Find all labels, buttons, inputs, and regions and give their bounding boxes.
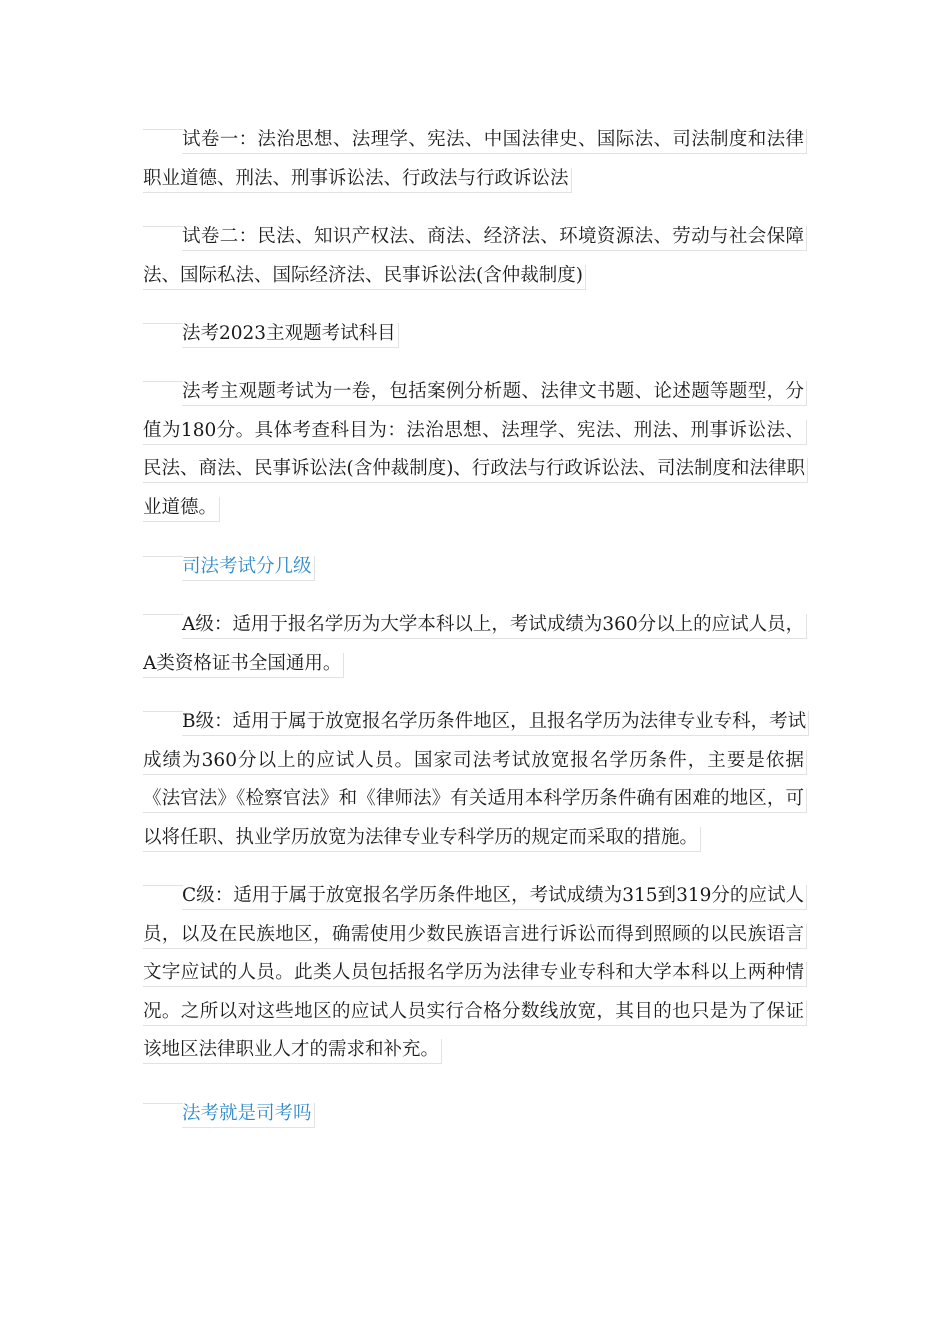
heading-exam-levels[interactable] (143, 548, 315, 587)
paragraph-text: B级：适用于属于放宽报名学历条件地区，且报名学历为法律专业专科，考试成绩为360分以上的应试人员。国家司法考试放宽报名学历条件，主要是依据《法官法》《检察官法》和《律师法》有关适用本科学历条件确有困难的地区，可以将任职、执业学历放宽为法律专业专科学历的规定而采取的措施。 (143, 711, 809, 852)
paragraph-text: 法考2023主观题考试科目 (182, 323, 399, 348)
paragraph-text: 试卷一：法治思想、法理学、宪法、中国法律史、国际法、司法制度和法律职业道德、刑法、刑事诉讼法、行政法与行政诉讼法 (143, 129, 807, 193)
heading-law-exam-vs-judicial-exam[interactable] (143, 1095, 315, 1134)
heading-link-text[interactable]: 法考就是司考吗 (182, 1103, 315, 1128)
paragraph-paper-two (143, 218, 807, 295)
paragraph-subjective-exam (143, 373, 807, 527)
paragraph-subjective-subjects-title (143, 315, 399, 354)
paragraph-text: 试卷二：民法、知识产权法、商法、经济法、环境资源法、劳动与社会保障法、国际私法、国际经济法、民事诉讼法(含仲裁制度) (143, 226, 807, 290)
paragraph-level-a (143, 606, 807, 683)
paragraph-text: C级：适用于属于放宽报名学历条件地区，考试成绩为315到319分的应试人员，以及在民族地区，确需使用少数民族语言进行诉讼而得到照顾的以民族语言文字应试的人员。此类人员包括报名学历为法律专业专科和大学本科以上两种情况。之所以对这些地区的应试人员实行合格分数线放宽，其目的也只是为了保证该地区法律职业人才的需求和补充。 (143, 885, 807, 1064)
heading-link-text[interactable]: 司法考试分几级 (182, 556, 315, 581)
paragraph-paper-one (143, 121, 807, 198)
paragraph-text: 法考主观题考试为一卷，包括案例分析题、法律文书题、论述题等题型，分值为180分。具体考查科目为：法治思想、法理学、宪法、刑法、刑事诉讼法、民法、商法、民事诉讼法(含仲裁制度)、行政法与行政诉讼法、司法制度和法律职业道德。 (143, 381, 808, 522)
paragraph-text: A级：适用于报名学历为大学本科以上，考试成绩为360分以上的应试人员，A类资格证书全国通用。 (143, 614, 807, 678)
paragraph-level-c (143, 877, 807, 1070)
paragraph-level-b (143, 703, 807, 857)
